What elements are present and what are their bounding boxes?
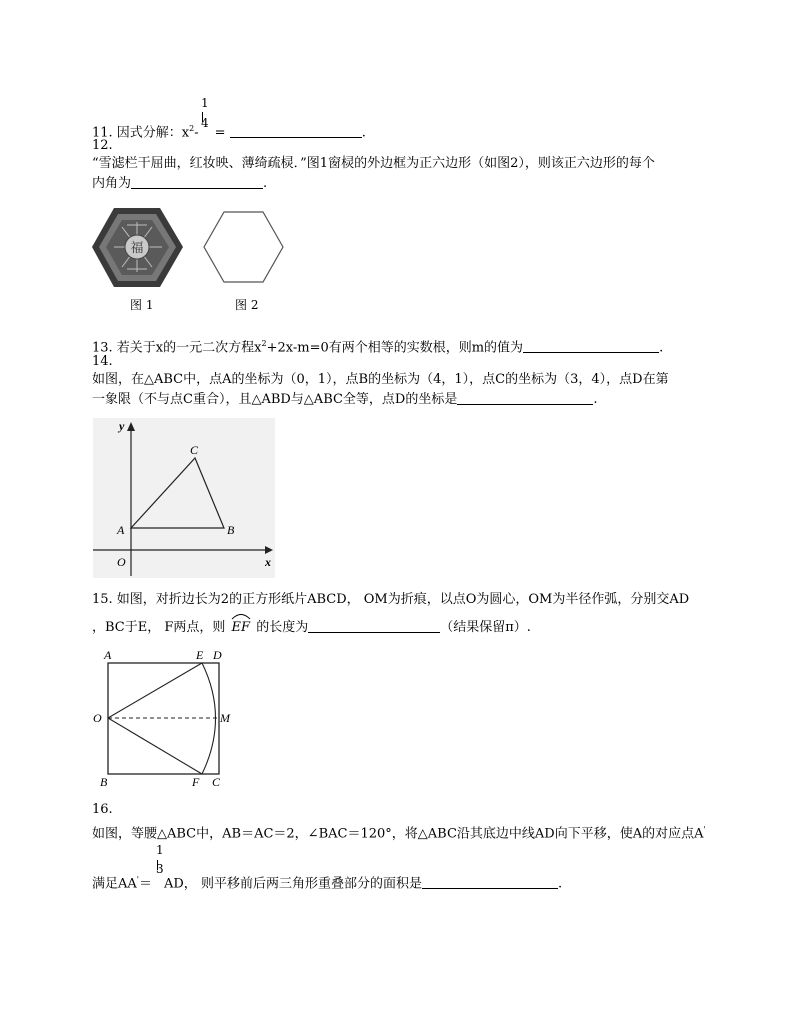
question-11 <box>92 121 366 141</box>
q11-frac-denominator: 4 <box>201 116 209 130</box>
origin-label: O <box>117 555 126 569</box>
q11-end: . <box>361 125 366 141</box>
q16-frac-numerator: 1 <box>156 843 164 857</box>
q16-equals: ＝ <box>138 876 152 892</box>
q12-line1: “雪滤栏干屈曲，红妆映、薄绮疏棂．”图1窗棂的外边框为正六边形（如图2），则该正六边形的每个 <box>92 156 655 171</box>
q14-number: 14. <box>92 354 113 369</box>
q14-coordinate-figure <box>93 418 275 578</box>
q13-exponent: 2 <box>261 339 267 348</box>
y-label: y <box>119 419 125 433</box>
label-b: B <box>100 775 108 788</box>
point-a-label: A <box>117 523 125 537</box>
point-c-label: C <box>190 443 199 457</box>
point-b-label: B <box>227 523 235 537</box>
arc-ef-label: EF <box>231 620 251 635</box>
fu-glyph: 福 <box>130 240 144 255</box>
q14-line2-text: 一象限（不与点C重合），且△ABD与△ABC全等，点D的坐标是 <box>92 392 458 407</box>
regular-hexagon <box>204 212 283 282</box>
q15-line2 <box>92 619 531 636</box>
fig2-caption: 图 2 <box>235 298 259 312</box>
q15-line2-mid: 的长度为 <box>256 620 309 635</box>
arc-hat-icon <box>230 612 252 620</box>
q11-minus: - <box>194 125 199 141</box>
q16-frac-denominator: 3 <box>156 862 164 876</box>
q16-prime-2: ' <box>136 875 139 884</box>
q16-answer-blank[interactable] <box>422 875 558 889</box>
q12-end: . <box>263 176 268 191</box>
q16-line1-text: 如图，等腰△ABC中，AB＝AC＝2，∠BAC＝120°，将△ABC沿其底边中线AD向下平移，使A的对应点A <box>92 826 704 842</box>
q12-answer-blank[interactable] <box>131 175 263 189</box>
figure-background <box>93 418 275 578</box>
segment-of <box>108 718 202 774</box>
label-o: O <box>93 711 102 725</box>
q12-figures <box>92 205 292 295</box>
q16-line2 <box>92 872 562 892</box>
q11-exponent: 2 <box>189 124 195 133</box>
q16-prime: ' <box>703 825 706 834</box>
q11-answer-blank[interactable] <box>230 124 362 138</box>
q12-line2 <box>92 175 267 192</box>
q13-text: 13. 若关于x的一元二次方程x <box>92 340 262 356</box>
label-m: M <box>220 711 230 725</box>
q13-text-2: +2x-m=0有两个相等的实数根，则m的值为 <box>266 340 524 356</box>
q15-answer-blank[interactable] <box>308 619 440 633</box>
q15-line2-text: ，BC于E， F两点，则 <box>92 620 226 635</box>
q12-number: 12. <box>92 138 113 153</box>
question-13 <box>92 336 663 356</box>
label-e: E <box>196 648 204 662</box>
label-f: F <box>192 775 200 788</box>
q14-line1: 如图，在△ABC中，点A的坐标为（0，1），点B的坐标为（4，1），点C的坐标为（3，4），点D在第 <box>92 372 669 387</box>
q15-line1: 15. 如图，对折边长为2的正方形纸片ABCD， OM为折痕，以点O为圆心，OM为半径作弧，分别交AD <box>92 592 690 607</box>
q11-equals: = <box>214 125 226 141</box>
q15-end: （结果保留π）. <box>440 620 531 635</box>
label-a: A <box>104 648 112 662</box>
q15-square-figure <box>92 646 232 788</box>
window-lattice-image <box>92 208 183 287</box>
label-d: D <box>213 648 222 662</box>
q16-end: . <box>557 876 563 892</box>
q14-answer-blank[interactable] <box>457 391 593 405</box>
q16-number: 16. <box>92 802 113 817</box>
q16-line2-text: 满足AA <box>92 876 137 892</box>
q11-text: 11. 因式分解：x <box>92 125 190 141</box>
q16-line2-mid: AD， 则平移前后两三角形重叠部分的面积是 <box>164 876 422 892</box>
arc-ef-notation <box>230 620 253 636</box>
q11-frac-numerator: 1 <box>201 96 209 110</box>
label-c: C <box>212 775 221 788</box>
segment-oe <box>108 663 202 718</box>
fig1-caption: 图 1 <box>130 298 154 312</box>
q14-line2 <box>92 391 598 408</box>
x-label: x <box>265 555 271 569</box>
q13-end: . <box>659 340 664 356</box>
q13-answer-blank[interactable] <box>523 339 659 353</box>
q14-end: . <box>593 392 598 407</box>
q12-line2-text: 内角为 <box>92 176 132 191</box>
q16-line1 <box>92 822 706 842</box>
